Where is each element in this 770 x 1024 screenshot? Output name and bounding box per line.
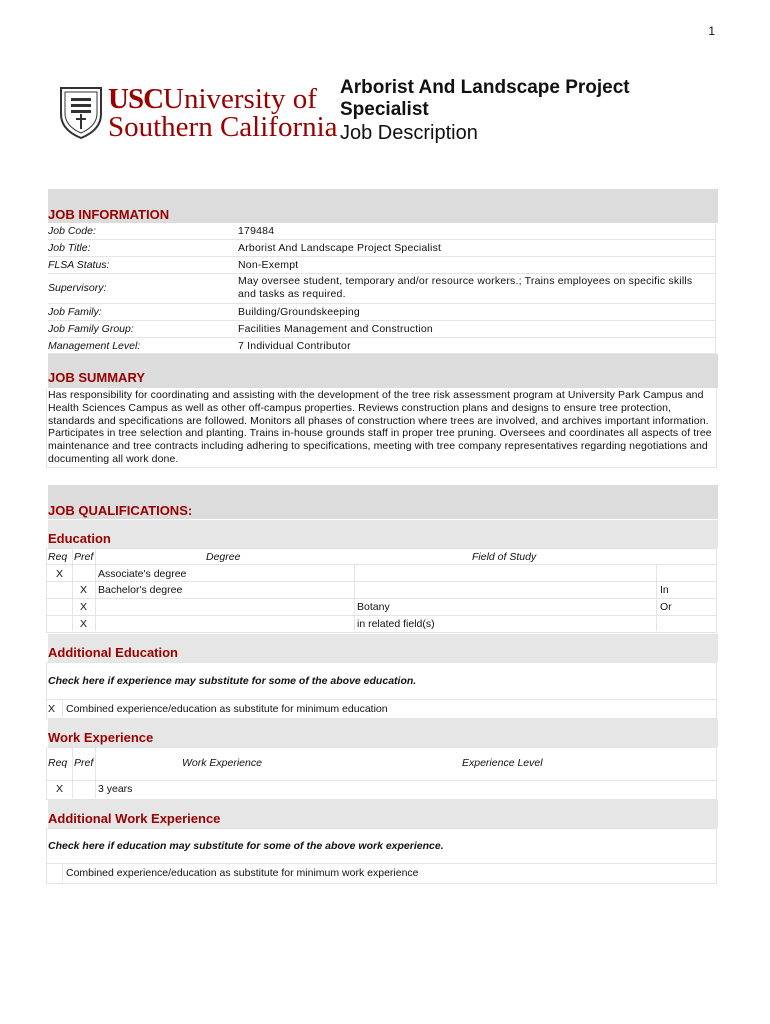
additional-education-item: Combined experience/education as substitute for minimum education [66,703,388,715]
logo-wordmark-line2: Southern California [108,111,338,143]
job-info-value: Arborist And Landscape Project Specialist [238,242,442,254]
work-experience-req-mark: X [56,783,64,795]
additional-education-note: Check here if experience may substitute for some of the above education. [48,675,417,687]
work-experience-heading: Work Experience [48,730,154,745]
page-number: 1 [708,24,715,38]
work-experience-col-req: Req [48,757,68,769]
job-info-row-title [48,240,716,257]
job-summary-text: Has responsibility for coordinating and assisting with the development of the tree risk assessment program at University Park Campus and Health Sciences Campus as well as other off-campus properties. Reviews construction plans and designs to ensure tree protection, standards and specifications are followed. Monitors all phases of construction where trees are involved, and archives important information. Participates in tree selection and planting. Trains in-house grounds staff in proper tree pruning. Oversees and coordinates all aspects of tree maintenance and tree contracts including adhering to specifications, meeting with tree company representatives regarding negotiations and documenting all work done. [48,389,712,465]
education-row-rule [46,615,716,616]
education-pref-mark: X [80,618,88,630]
job-info-label: Supervisory: [48,282,107,294]
education-heading: Education [48,531,111,546]
education-header-rule [46,564,716,565]
additional-work-experience-rule [46,863,716,864]
work-experience-col-pref: Pref [74,757,94,769]
education-row-rule [46,581,716,582]
qualifications-heading: JOB QUALIFICATIONS: [48,503,193,518]
education-col-field: Field of Study [472,551,537,563]
additional-work-experience-note: Check here if education may substitute for some of the above work experience. [48,840,444,852]
education-pref-mark: X [80,601,88,613]
usc-seal-icon [58,84,104,140]
additional-education-heading: Additional Education [48,645,178,660]
job-info-row-management [48,338,716,354]
job-info-row-flsa [48,257,716,274]
page-subtitle: Job Description [340,122,478,144]
education-field: in related field(s) [357,618,435,630]
education-band [48,520,718,548]
work-experience-value: 3 years [98,783,133,795]
job-info-value: 7 Individual Contributor [238,340,351,352]
work-experience-table [46,747,717,800]
education-col-rule [72,548,73,631]
work-experience-row-rule [46,780,716,781]
education-req-mark: X [56,568,64,580]
job-info-label: Management Level: [48,340,141,352]
education-degree: Bachelor's degree [98,584,183,596]
job-info-label: Job Code: [48,225,96,237]
job-info-value: 179484 [238,225,275,237]
logo-wordmark-line1: USCUniversity of [108,83,317,115]
education-col-degree: Degree [206,551,241,563]
job-info-value: Facilities Management and Construction [238,323,433,335]
job-info-label: FLSA Status: [48,259,110,271]
education-row-rule [46,598,716,599]
page-title: Arborist And Landscape Project Specialist [340,77,630,120]
job-information-heading: JOB INFORMATION [48,207,170,222]
job-summary-heading: JOB SUMMARY [48,370,146,385]
education-conjunction: Or [660,601,672,613]
education-degree: Associate's degree [98,568,187,580]
education-col-req: Req [48,551,68,563]
education-conjunction: In [660,584,669,596]
additional-work-experience-check-rule [62,863,63,882]
work-experience-col-level: Experience Level [462,757,543,769]
job-info-row-family [48,304,716,321]
education-pref-mark: X [80,584,88,596]
job-summary-band [48,354,718,388]
education-col-pref: Pref [74,551,94,563]
job-info-value: Building/Groundskeeping [238,306,360,318]
work-experience-col-rule [95,747,96,798]
job-info-row-code [48,223,716,240]
education-col-rule [95,548,96,631]
additional-education-rule [46,699,716,700]
job-info-label: Job Family Group: [48,323,134,335]
additional-work-experience-item: Combined experience/education as substitute for minimum work experience [66,867,419,879]
job-info-label: Job Family: [48,306,102,318]
additional-education-checkbox[interactable]: X [48,703,56,715]
job-info-value: May oversee student, temporary and/or resource workers.; Trains employees on specific skills and tasks as required. [238,275,693,300]
job-info-value: Non-Exempt [238,259,299,271]
education-field: Botany [357,601,390,613]
work-experience-col-experience: Work Experience [182,757,262,769]
additional-work-experience-heading: Additional Work Experience [48,811,221,826]
work-experience-col-rule [72,747,73,798]
job-info-label: Job Title: [48,242,91,254]
job-info-row-family-group [48,321,716,338]
additional-education-check-rule [62,699,63,717]
job-info-row-supervisory [48,274,716,304]
